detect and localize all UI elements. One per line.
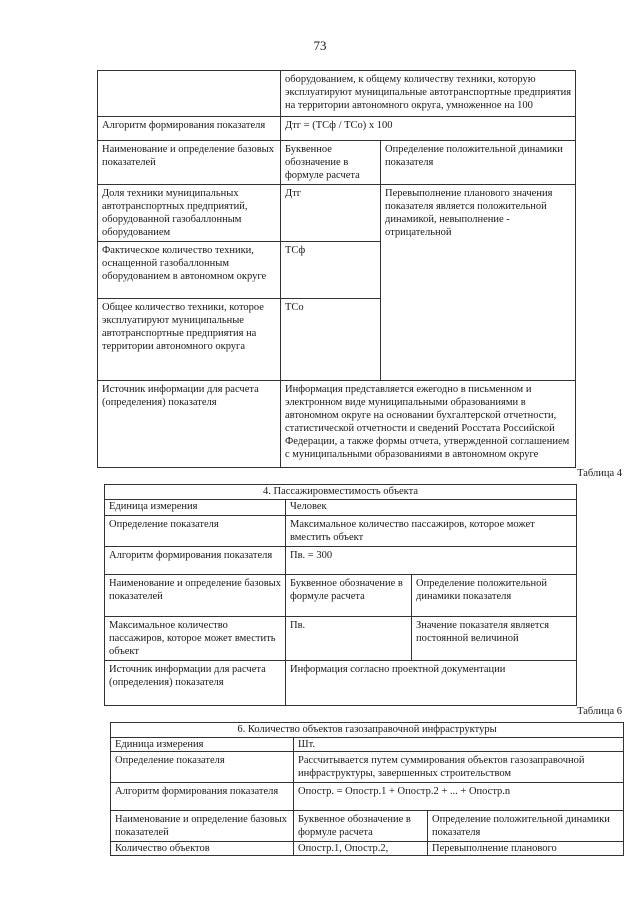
base-indicator-name: Доля техники муниципальных автотранспортных предприятий, оборудованной газобаллонным оборудованием — [98, 185, 281, 242]
definition-label: Определение показателя — [105, 516, 286, 547]
algorithm-label: Алгоритм формирования показателя — [105, 547, 286, 575]
positive-dynamics-label: Определение положительной динамики показателя — [412, 575, 577, 617]
base-indicator-symbol: Дтг — [281, 185, 381, 242]
indicator-table-6 — [110, 722, 624, 856]
table-caption: Таблица 4 — [577, 468, 622, 479]
blank-cell — [98, 71, 281, 117]
letter-designation-label: Буквенное обозначение в формуле расчета — [294, 811, 428, 842]
algorithm-value: Опостр. = Опостр.1 + Опостр.2 + ... + Опостр.n — [294, 783, 624, 811]
algorithm-label: Алгоритм формирования показателя — [98, 117, 281, 141]
base-indicator-name: Количество объектов — [111, 842, 294, 856]
base-indicator-symbol: Опостр.1, Опостр.2, — [294, 842, 428, 856]
positive-dynamics-label: Определение положительной динамики показателя — [428, 811, 624, 842]
positive-dynamics-value: Значение показателя является постоянной величиной — [412, 617, 577, 661]
positive-dynamics-value: Перевыполнение планового — [428, 842, 624, 856]
base-indicator-symbol: Пв. — [286, 617, 412, 661]
base-indicator-name: Общее количество техники, которое эксплуатируют муниципальные автотранспортные предприятия на территории автономного округа — [98, 299, 281, 381]
letter-designation-label: Буквенное обозначение в формуле расчета — [281, 141, 381, 185]
algorithm-label: Алгоритм формирования показателя — [111, 783, 294, 811]
definition-value: Рассчитывается путем суммирования объектов газозаправочной инфраструктуры, завершенных строительством — [294, 752, 624, 783]
indicator-table-continued — [97, 70, 576, 468]
positive-dynamics-label: Определение положительной динамики показателя — [381, 141, 576, 185]
table-title: 4. Пассажировместимость объекта — [105, 485, 577, 500]
source-label: Источник информации для расчета (определения) показателя — [105, 661, 286, 706]
table-caption: Таблица 6 — [577, 706, 622, 717]
source-label: Источник информации для расчета (определения) показателя — [98, 381, 281, 468]
algorithm-value: Пв. = 300 — [286, 547, 577, 575]
unit-value: Шт. — [294, 738, 624, 752]
base-indicators-label: Наименование и определение базовых показателей — [98, 141, 281, 185]
table-title: 6. Количество объектов газозаправочной инфраструктуры — [111, 723, 624, 738]
definition-value: Максимальное количество пассажиров, которое может вместить объект — [286, 516, 577, 547]
base-indicator-name: Фактическое количество техники, оснащенной газобаллонным оборудованием в автономном округе — [98, 242, 281, 299]
base-indicator-symbol: ТСо — [281, 299, 381, 381]
source-value: Информация согласно проектной документации — [286, 661, 577, 706]
base-indicator-name: Максимальное количество пассажиров, которое может вместить объект — [105, 617, 286, 661]
unit-value: Человек — [286, 500, 577, 516]
base-indicators-label: Наименование и определение базовых показателей — [105, 575, 286, 617]
continued-definition: оборудованием, к общему количеству техники, которую эксплуатируют муниципальные автотранспортные предприятия на территории автономного округа, умноженное на 100 — [281, 71, 576, 117]
positive-dynamics-value: Перевыполнение планового значения показателя является положительной динамикой, невыполнение - отрицательной — [381, 185, 576, 381]
letter-designation-label: Буквенное обозначение в формуле расчета — [286, 575, 412, 617]
page-number: 73 — [313, 38, 327, 53]
source-value: Информация представляется ежегодно в письменном и электронном виде муниципальными образованиями в автономном округе на основании бухгалтерской отчетности, статистической отчетности и сведений Росстата Российской Федерации, а также формы отчета, утвержденной соглашением с муниципальными образованиями в автономном округе — [281, 381, 576, 468]
definition-label: Определение показателя — [111, 752, 294, 783]
unit-label: Единица измерения — [111, 738, 294, 752]
unit-label: Единица измерения — [105, 500, 286, 516]
indicator-table-4 — [104, 484, 577, 706]
base-indicators-label: Наименование и определение базовых показателей — [111, 811, 294, 842]
base-indicator-symbol: ТСф — [281, 242, 381, 299]
algorithm-value: Дтг = (ТСф / ТСо) х 100 — [281, 117, 576, 141]
